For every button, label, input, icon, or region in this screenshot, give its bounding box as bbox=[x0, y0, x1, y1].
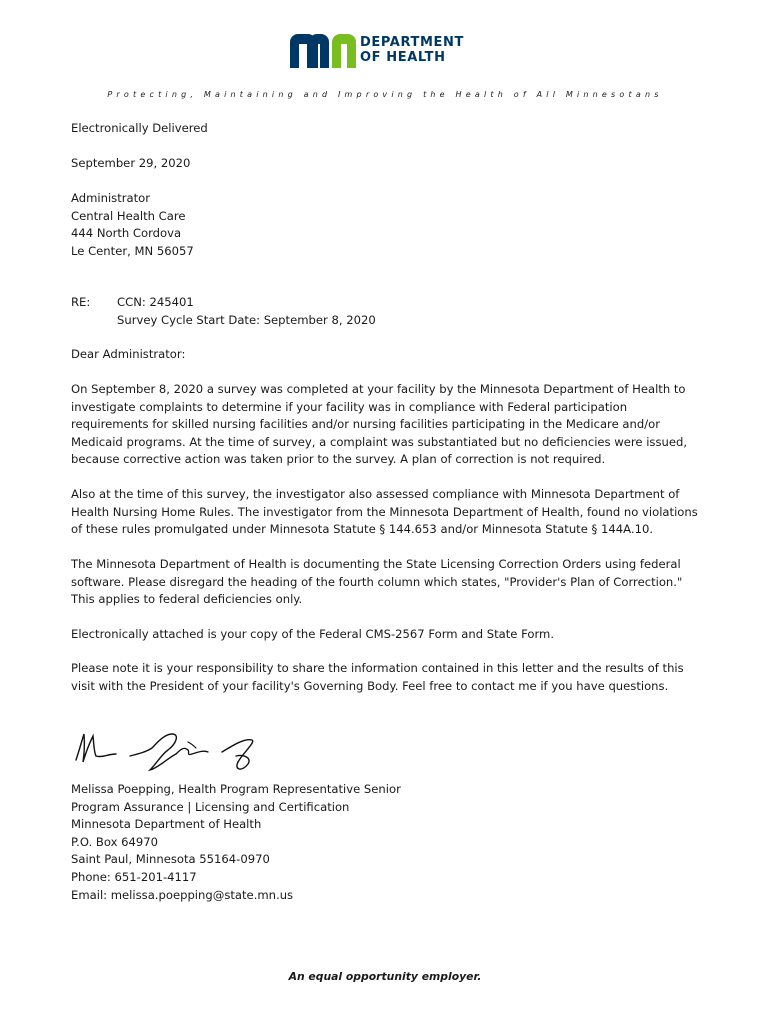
department-line-1: DEPARTMENT bbox=[360, 35, 464, 50]
address-line: Central Health Care bbox=[71, 208, 186, 223]
signer-phone: Phone: 651-201-4117 bbox=[71, 869, 197, 884]
paragraph-correction-orders: The Minnesota Department of Health is documenting the State Licensing Correction Orders using federal software. Please disregard the heading of the fourth column which states, "Provider's Plan of Correction." This applies to federal deficiencies only. bbox=[71, 557, 683, 607]
letter-date: September 29, 2020 bbox=[71, 156, 191, 170]
re-details bbox=[117, 294, 376, 329]
ccn-line: CCN: 245401 bbox=[117, 295, 194, 309]
paragraph-survey: On September 8, 2020 a survey was completed at your facility by the Minnesota Department of Health to investigate complaints to determine if your facility was in compliance with Federal participation requirements for skilled nursing facilities and/or nursing facilities participating in the Medicare and/or Medicaid programs. At the time of survey, a complaint was substantiated but no deficiencies were issued, because corrective action was taken prior to the survey. A plan of correction is not required. bbox=[71, 382, 688, 467]
address-line: Le Center, MN 56057 bbox=[71, 243, 194, 258]
paragraph-attachments: Electronically attached is your copy of the Federal CMS-2567 Form and State Form. bbox=[71, 627, 555, 641]
signer-po-box: P.O. Box 64970 bbox=[71, 834, 159, 849]
handwritten-signature bbox=[72, 724, 262, 784]
footer-equal-opportunity: An equal opportunity employer. bbox=[288, 970, 482, 983]
salutation: Dear Administrator: bbox=[71, 347, 186, 361]
department-name bbox=[360, 35, 464, 65]
tagline: Protecting, Maintaining and Improving the Health of All Minnesotans bbox=[107, 90, 663, 99]
paragraph-nursing-rules: Also at the time of this survey, the investigator also assessed compliance with Minnesota Department of Health Nursing Home Rules. The investigator from the Minnesota Department of Health, found no violations of these rules promulgated under Minnesota Statute § 144.653 and/or Minnesota Statute § 144A.10. bbox=[71, 487, 698, 537]
signer-division: Program Assurance | Licensing and Certification bbox=[71, 799, 350, 814]
re-label: RE: bbox=[71, 295, 91, 309]
signer-city: Saint Paul, Minnesota 55164-0970 bbox=[71, 852, 270, 867]
delivery-method: Electronically Delivered bbox=[71, 121, 208, 135]
signature-block bbox=[71, 781, 701, 904]
department-line-2: OF HEALTH bbox=[360, 50, 446, 65]
signer-name-title: Melissa Poepping, Health Program Representative Senior bbox=[71, 782, 401, 796]
paragraph-responsibility: Please note it is your responsibility to share the information contained in this letter and the results of this visit with the President of your facility's Governing Body. Feel free to contact me if you have questions. bbox=[71, 661, 684, 693]
address-line: 444 North Cordova bbox=[71, 226, 182, 241]
signer-email: Email: melissa.poepping@state.mn.us bbox=[71, 887, 294, 902]
survey-date-line: Survey Cycle Start Date: September 8, 2020 bbox=[117, 312, 376, 327]
address-line: Administrator bbox=[71, 191, 151, 205]
signer-department: Minnesota Department of Health bbox=[71, 817, 262, 832]
recipient-address bbox=[71, 190, 701, 260]
